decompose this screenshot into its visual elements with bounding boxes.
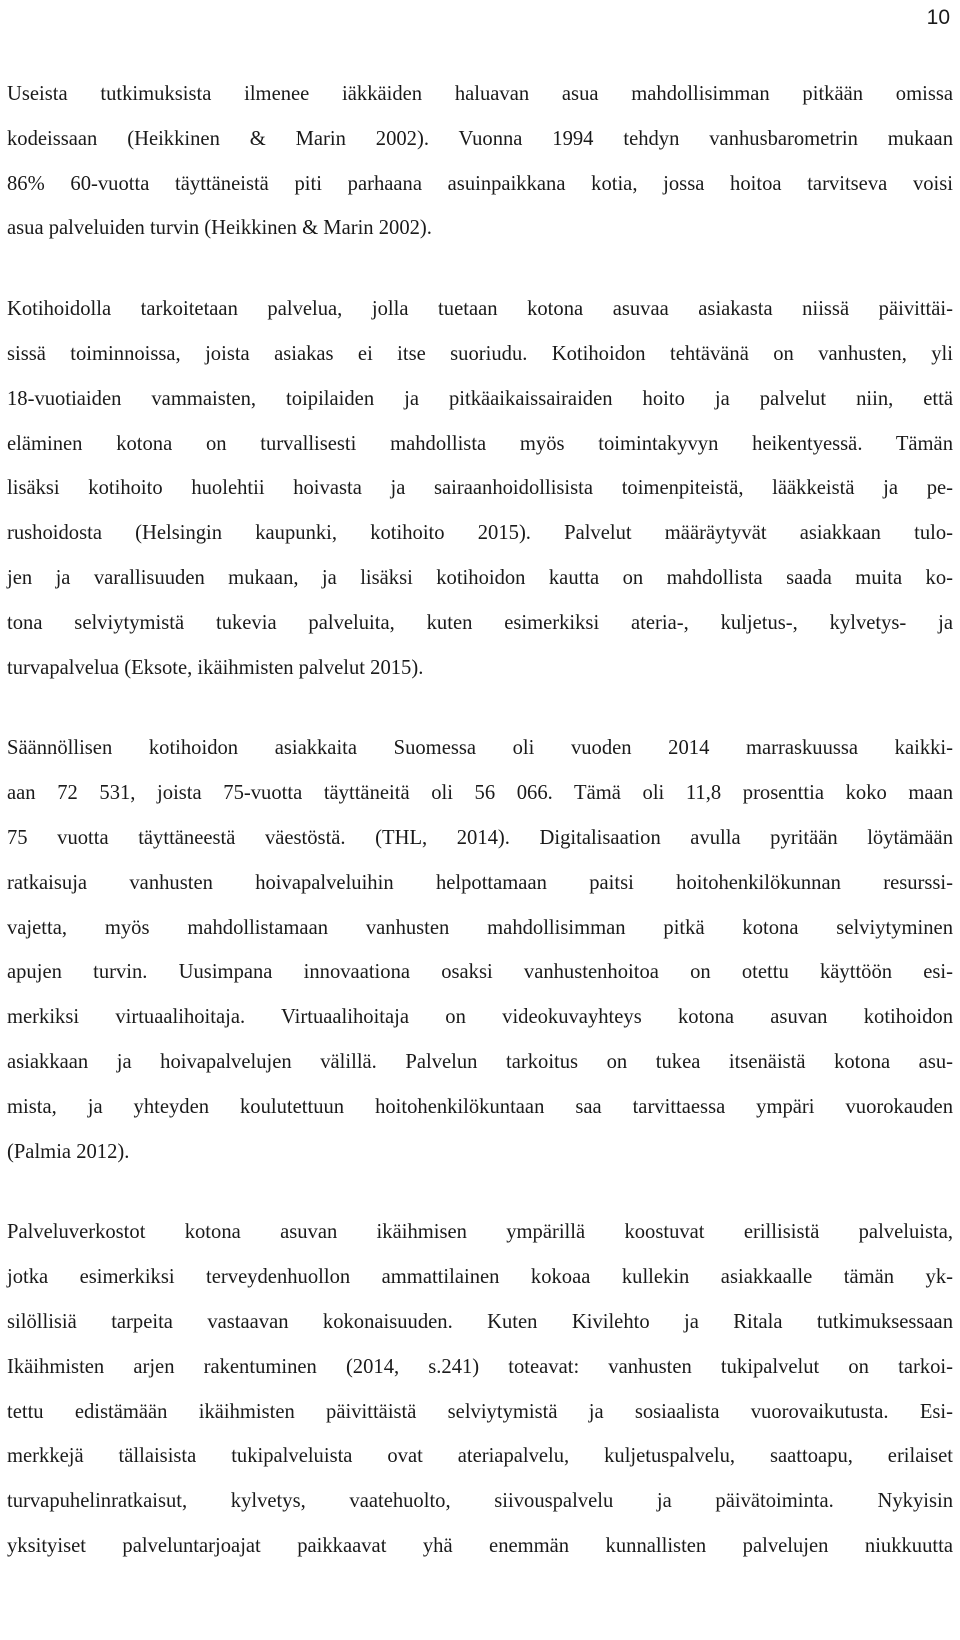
text-line: merkkejä tällaisista tukipalveluista ovat ateriapalvelu, kuljetuspalvelu, saattoapu, erilaiset bbox=[7, 1445, 953, 1468]
text-line: apujen turvin. Uusimpana innovaationa osaksi vanhustenhoitoa on otettu käyttöön esi- bbox=[7, 961, 953, 984]
text-line: eläminen kotona on turvallisesti mahdollista myös toimintakyvyn heikentyessä. Tämän bbox=[7, 432, 953, 455]
text-line: jotka esimerkiksi terveydenhuollon ammattilainen kokoaa kullekin asiakkaalle tämän yk- bbox=[7, 1266, 953, 1289]
text-line: Kotihoidolla tarkoitetaan palvelua, jolla tuetaan kotona asuvaa asiakasta niissä päivittäi- bbox=[7, 298, 953, 321]
paragraph-2 bbox=[7, 287, 953, 690]
text-line: yksityiset palveluntarjoajat paikkaavat yhä enemmän kunnallisten palvelujen niukkuutta bbox=[7, 1534, 953, 1557]
text-line: Ikäihmisten arjen rakentuminen (2014, s.241) toteavat: vanhusten tukipalvelut on tarkoi- bbox=[7, 1355, 953, 1378]
text-line: Useista tutkimuksista ilmenee iäkkäiden haluavan asua mahdollisimman pitkään omissa bbox=[7, 83, 953, 105]
text-line: mista, ja yhteyden koulutettuun hoitohenkilökuntaan saa tarvittaessa ympäri vuorokauden bbox=[7, 1095, 953, 1118]
text-line: tettu edistämään ikäihmisten päivittäistä selviytymistä ja sosiaalista vuorovaikutusta. Esi- bbox=[7, 1400, 953, 1423]
document-body bbox=[7, 72, 953, 1569]
text-line: Palveluverkostot kotona asuvan ikäihmisen ympärillä koostuvat erillisistä palveluista, bbox=[7, 1221, 953, 1244]
text-line: asiakkaan ja hoivapalvelujen välillä. Palvelun tarkoitus on tukea itsenäistä kotona asu- bbox=[7, 1050, 953, 1073]
text-line: aan 72 531, joista 75-vuotta täyttäneitä oli 56 066. Tämä oli 11,8 prosenttia koko maan bbox=[7, 782, 953, 805]
text-line: asua palveluiden turvin (Heikkinen & Marin 2002). bbox=[7, 217, 432, 240]
text-line: silöllisiä tarpeita vastaavan kokonaisuuden. Kuten Kivilehto ja Ritala tutkimuksessaan bbox=[7, 1310, 953, 1333]
text-line: lisäksi kotihoito huolehtii hoivasta ja sairaanhoidollisista toimenpiteistä, lääkkeistä ja pe- bbox=[7, 477, 953, 500]
text-line: sissä toiminnoissa, joista asiakas ei itse suoriudu. Kotihoidon tehtävänä on vanhusten, yli bbox=[7, 342, 953, 365]
text-line: Säännöllisen kotihoidon asiakkaita Suomessa oli vuoden 2014 marraskuussa kaikki- bbox=[7, 737, 953, 760]
text-line: tona selviytymistä tukevia palveluita, kuten esimerkiksi ateria-, kuljetus-, kylvetys- ja bbox=[7, 611, 953, 634]
text-line: rushoidosta (Helsingin kaupunki, kotihoito 2015). Palvelut määräytyvät asiakkaan tulo- bbox=[7, 522, 953, 545]
text-line: merkiksi virtuaalihoitaja. Virtuaalihoitaja on videokuvayhteys kotona asuvan kotihoidon bbox=[7, 1006, 953, 1029]
text-line: 18-vuotiaiden vammaisten, toipilaiden ja pitkäaikaissairaiden hoito ja palvelut niin, että bbox=[7, 387, 953, 410]
text-line: (Palmia 2012). bbox=[7, 1140, 130, 1163]
page-number: 10 bbox=[926, 6, 950, 29]
text-line: vajetta, myös mahdollistamaan vanhusten mahdollisimman pitkä kotona selviytyminen bbox=[7, 916, 953, 939]
paragraph-1 bbox=[7, 72, 953, 251]
paragraph-4 bbox=[7, 1210, 953, 1568]
paragraph-3 bbox=[7, 726, 953, 1174]
text-line: ratkaisuja vanhusten hoivapalveluihin helpottamaan paitsi hoitohenkilökunnan resurssi- bbox=[7, 871, 953, 894]
text-line: 86% 60-vuotta täyttäneistä piti parhaana asuinpaikkana kotia, jossa hoitoa tarvitseva voisi bbox=[7, 172, 953, 195]
text-line: turvapalvelua (Eksote, ikäihmisten palvelut 2015). bbox=[7, 656, 424, 679]
text-line: turvapuhelinratkaisut, kylvetys, vaatehuolto, siivouspalvelu ja päivätoiminta. Nykyisin bbox=[7, 1490, 953, 1513]
text-line: jen ja varallisuuden mukaan, ja lisäksi kotihoidon kautta on mahdollista saada muita ko- bbox=[7, 566, 953, 589]
text-line: kodeissaan (Heikkinen & Marin 2002). Vuonna 1994 tehdyn vanhusbarometrin mukaan bbox=[7, 127, 953, 150]
text-line: 75 vuotta täyttäneestä väestöstä. (THL, 2014). Digitalisaation avulla pyritään löytämään bbox=[7, 826, 953, 849]
